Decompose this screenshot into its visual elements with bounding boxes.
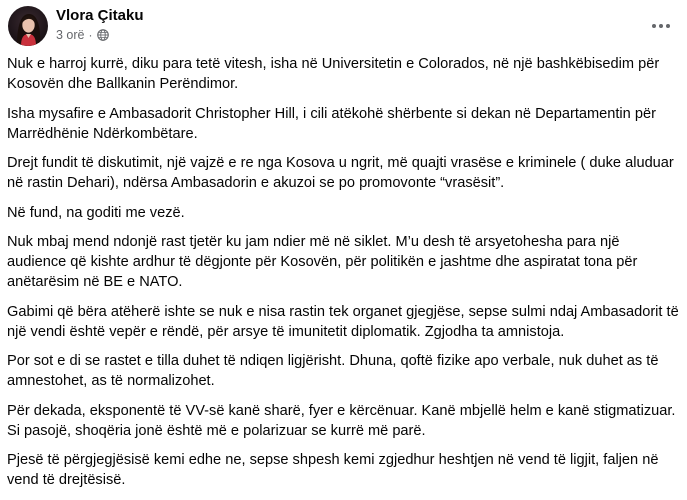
- post-timestamp[interactable]: 3 orë: [56, 28, 85, 42]
- post-paragraph: Nuk e harroj kurrë, diku para tetë vitesh, isha në Universitetin e Colorados, në një bashkëbisedim për Kosovën dhe Ballkanin Perëndimor.: [7, 56, 660, 92]
- globe-icon[interactable]: [97, 29, 109, 41]
- meta-separator: ·: [88, 28, 93, 42]
- post-paragraph: Drejt fundit të diskutimit, një vajzë e re nga Kosova u ngrit, më quajti vrasëse e kriminele ( duke aluduar në rastin Dehari), ndërsa Ambasadorin e akuzoi se po promovonte “vrasësit”.: [7, 155, 674, 191]
- more-options-button[interactable]: [643, 8, 679, 44]
- post-paragraph: Nuk mbaj mend ndonjë rast tjetër ku jam ndier më në siklet. M’u desh të arsyetohesha para një audience që kishte ardhur të dëgjonte për Kosovën, për politikën e jashtme dhe aspiratat tona për anëtarësim në BE e NATO.: [7, 234, 638, 290]
- post-meta: [56, 27, 109, 43]
- post-paragraph: Pjesë të përgjegjësisë kemi edhe ne, sepse shpesh kemi zgjedhur heshtjen në vend të ligjit, faljen në vend të drejtësisë.: [7, 452, 659, 488]
- post-paragraph: Por sot e di se rastet e tilla duhet të ndiqen ligjërisht. Dhuna, qoftë fizike apo verbale, nuk duhet as të amnestohet, as të normalizohet.: [7, 353, 659, 389]
- post-paragraph: Isha mysafire e Ambasadorit Christopher Hill, i cili atëkohë shërbente si dekan në Departamentin për Marrëdhënie Ndërkombëtare.: [7, 105, 656, 142]
- post-header: [0, 0, 687, 50]
- post-body: [7, 54, 679, 500]
- author-avatar[interactable]: [8, 6, 48, 46]
- author-name[interactable]: Vlora Çitaku: [56, 7, 144, 24]
- post-paragraph: Gabimi që bëra atëherë ishte se nuk e nisa rastin tek organet gjegjëse, sepse sulmi ndaj Ambasadorit të një vendi është vepër e rëndë, për arsye të imunitetit diplomatik. Zgjodha ta amnistoja.: [7, 303, 679, 340]
- more-options-icon: [651, 23, 671, 29]
- post-paragraph: Në fund, na goditi me vezë.: [7, 204, 185, 221]
- post-paragraph: Për dekada, eksponentë të VV-së kanë sharë, fyer e kërcënuar. Kanë mbjellë helm e kanë stigmatizuar. Si pasojë, shoqëria jonë është më e polarizuar se kurrë më parë.: [7, 402, 676, 439]
- avatar-image: [8, 6, 48, 46]
